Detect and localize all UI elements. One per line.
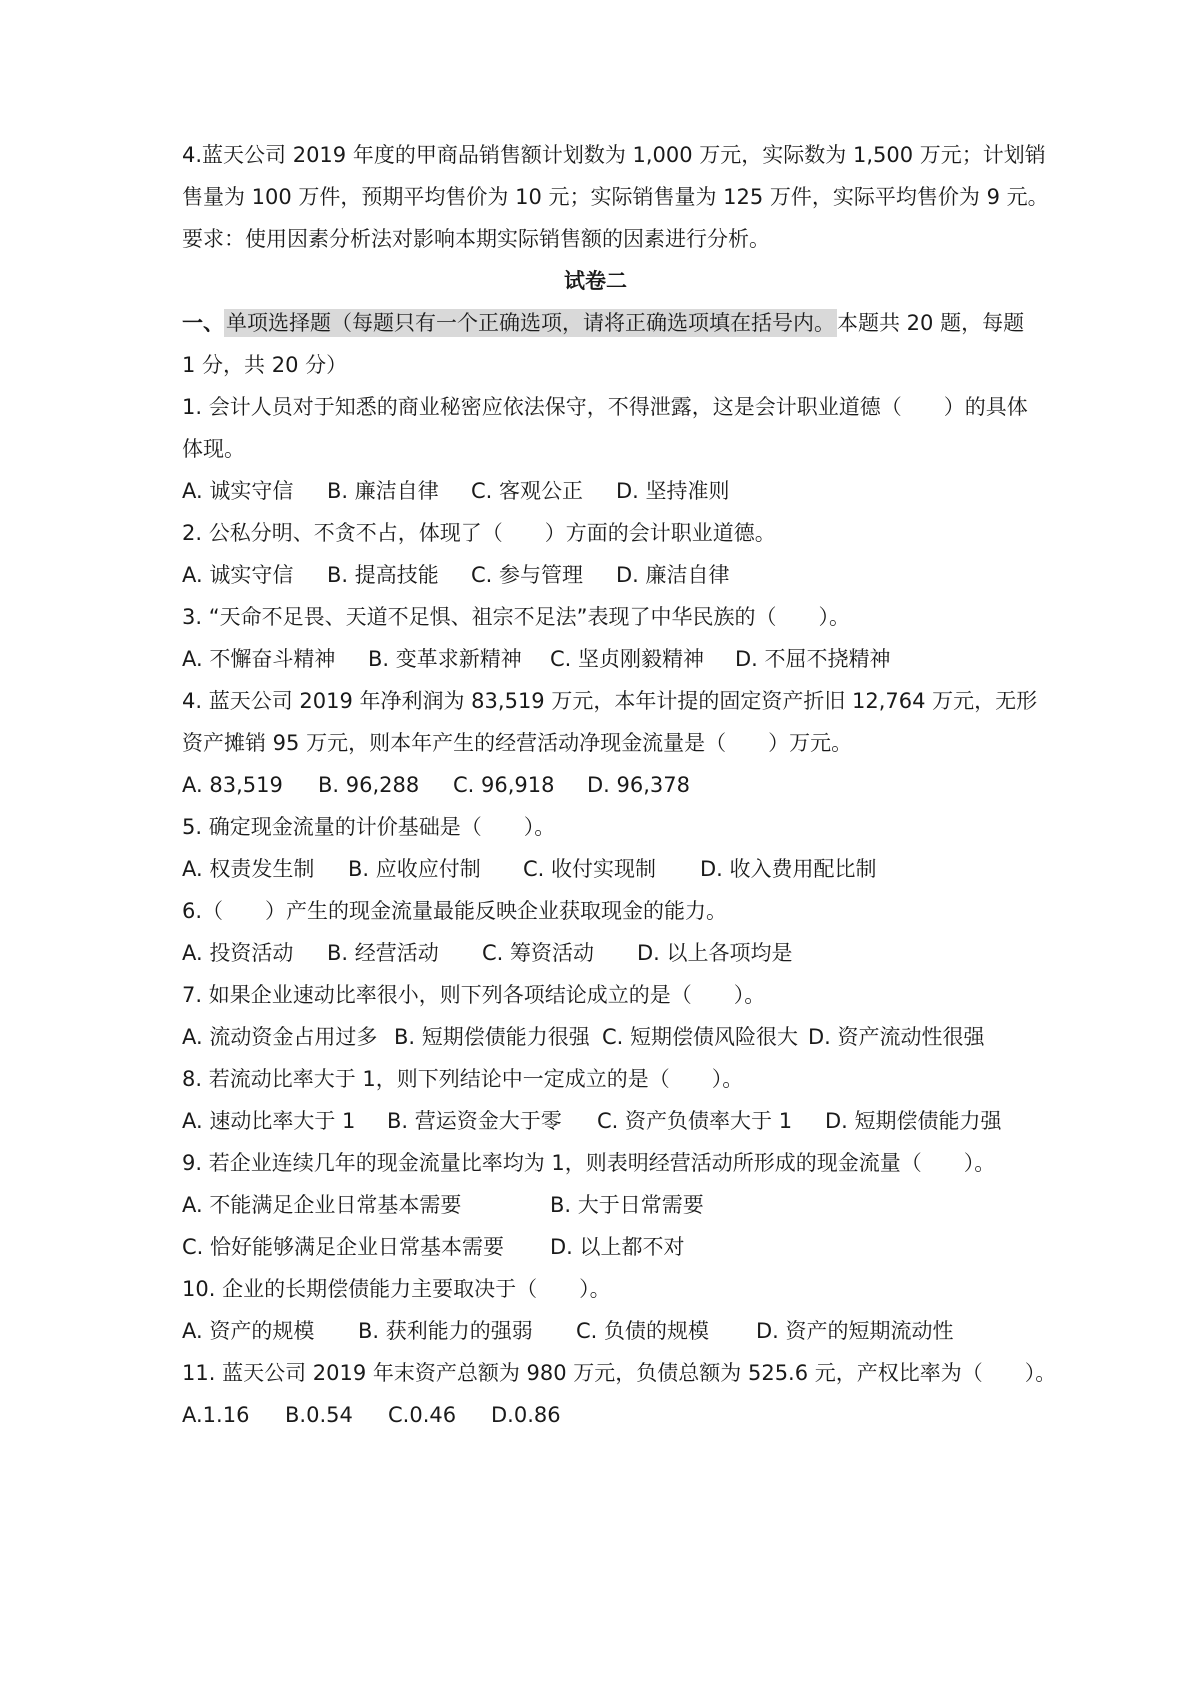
option: A.1.16 xyxy=(182,1403,250,1427)
question-9-options-row-1 xyxy=(182,1190,704,1220)
option: C. 收付实现制 xyxy=(523,857,657,881)
option: D. 96,378 xyxy=(587,773,691,797)
prev-question-line-3: 要求：使用因素分析法对影响本期实际销售额的因素进行分析。 xyxy=(182,227,770,251)
option: D. 资产的短期流动性 xyxy=(756,1319,954,1343)
option: C. 筹资活动 xyxy=(482,941,595,965)
option: B. 大于日常需要 xyxy=(550,1193,704,1217)
question-9: 9. 若企业连续几年的现金流量比率均为 1，则表明经营活动所形成的现金流量（ ）。 xyxy=(182,1151,996,1175)
option: D. 短期偿债能力强 xyxy=(825,1109,1002,1133)
option: B. 应收应付制 xyxy=(348,857,481,881)
question-6: 6.（ ）产生的现金流量最能反映企业获取现金的能力。 xyxy=(182,899,728,923)
option: A. 投资活动 xyxy=(182,941,294,965)
option: A. 83,519 xyxy=(182,773,283,797)
option: D. 以上都不对 xyxy=(550,1235,685,1259)
option: C. 96,918 xyxy=(453,773,555,797)
question-10-options xyxy=(182,1316,954,1346)
option: B. 营运资金大于零 xyxy=(387,1109,562,1133)
option: C. 坚贞刚毅精神 xyxy=(550,647,705,671)
question-5: 5. 确定现金流量的计价基础是（ ）。 xyxy=(182,815,556,839)
paper-title: 试卷二 xyxy=(564,269,627,293)
option: B. 提高技能 xyxy=(327,563,439,587)
option: D.0.86 xyxy=(491,1403,561,1427)
question-10: 10. 企业的长期偿债能力主要取决于（ ）。 xyxy=(182,1277,611,1301)
option: B. 变革求新精神 xyxy=(368,647,522,671)
option: C. 负债的规模 xyxy=(576,1319,710,1343)
option: D. 坚持准则 xyxy=(616,479,730,503)
question-2: 2. 公私分明、不贪不占，体现了（ ）方面的会计职业道德。 xyxy=(182,521,776,545)
option: B.0.54 xyxy=(285,1403,353,1427)
option: C. 客观公正 xyxy=(471,479,584,503)
question-1-options xyxy=(182,476,730,506)
question-1-line-2: 体现。 xyxy=(182,437,245,461)
question-8-options xyxy=(182,1106,1002,1136)
question-11-options xyxy=(182,1400,561,1430)
question-3: 3. “天命不足畏、天道不足惧、祖宗不足法”表现了中华民族的（ ）。 xyxy=(182,605,850,629)
option: A. 诚实守信 xyxy=(182,563,294,587)
option: A. 资产的规模 xyxy=(182,1319,315,1343)
prev-question-line-1: 4.蓝天公司 2019 年度的甲商品销售额计划数为 1,000 万元，实际数为 1,500 万元；计划销 xyxy=(182,143,1046,167)
question-6-options xyxy=(182,938,793,968)
question-2-options xyxy=(182,560,730,590)
question-9-options-row-2 xyxy=(182,1232,685,1262)
option: B. 96,288 xyxy=(318,773,420,797)
option: D. 不屈不挠精神 xyxy=(735,647,891,671)
option: B. 获利能力的强弱 xyxy=(358,1319,533,1343)
option: C. 恰好能够满足企业日常基本需要 xyxy=(182,1235,505,1259)
option: A. 不能满足企业日常基本需要 xyxy=(182,1193,462,1217)
option: B. 经营活动 xyxy=(327,941,439,965)
section-heading xyxy=(182,308,1024,338)
prev-question-line-2: 售量为 100 万件，预期平均售价为 10 元；实际销售量为 125 万件，实际平均售价为 9 元。 xyxy=(182,185,1049,209)
option: D. 以上各项均是 xyxy=(637,941,793,965)
section-rest-text: 本题共 20 题，每题 xyxy=(837,311,1025,335)
option: C. 资产负债率大于 1 xyxy=(597,1109,793,1133)
option: B. 廉洁自律 xyxy=(327,479,439,503)
option: A. 速动比率大于 1 xyxy=(182,1109,356,1133)
question-1-line-1: 1. 会计人员对于知悉的商业秘密应依法保守，不得泄露，这是会计职业道德（ ）的具体 xyxy=(182,395,1028,419)
option: C. 参与管理 xyxy=(471,563,584,587)
option: D. 资产流动性很强 xyxy=(808,1025,985,1049)
option: A. 权责发生制 xyxy=(182,857,315,881)
question-4-line-2: 资产摊销 95 万元，则本年产生的经营活动净现金流量是（ ）万元。 xyxy=(182,731,853,755)
question-8: 8. 若流动比率大于 1，则下列结论中一定成立的是（ ）。 xyxy=(182,1067,744,1091)
question-11: 11. 蓝天公司 2019 年末资产总额为 980 万元，负债总额为 525.6 元，产权比率为（ ）。 xyxy=(182,1361,1057,1385)
option: D. 收入费用配比制 xyxy=(700,857,877,881)
section-highlighted-text: 单项选择题（每题只有一个正确选项，请将正确选项填在括号内。 xyxy=(226,311,835,335)
option: C. 短期偿债风险很大 xyxy=(602,1025,799,1049)
option: A. 不懈奋斗精神 xyxy=(182,647,336,671)
question-3-options xyxy=(182,644,891,674)
option: A. 诚实守信 xyxy=(182,479,294,503)
option: A. 流动资金占用过多 xyxy=(182,1025,378,1049)
question-5-options xyxy=(182,854,877,884)
option: B. 短期偿债能力很强 xyxy=(394,1025,590,1049)
question-7-options xyxy=(182,1022,985,1052)
option: C.0.46 xyxy=(388,1403,457,1427)
option: D. 廉洁自律 xyxy=(616,563,730,587)
question-4-line-1: 4. 蓝天公司 2019 年净利润为 83,519 万元，本年计提的固定资产折旧 12,764 万元，无形 xyxy=(182,689,1038,713)
section-number: 一、 xyxy=(182,311,224,335)
section-heading-line-2: 1 分，共 20 分） xyxy=(182,353,348,377)
question-4-options xyxy=(182,770,690,800)
question-7: 7. 如果企业速动比率很小，则下列各项结论成立的是（ ）。 xyxy=(182,983,766,1007)
